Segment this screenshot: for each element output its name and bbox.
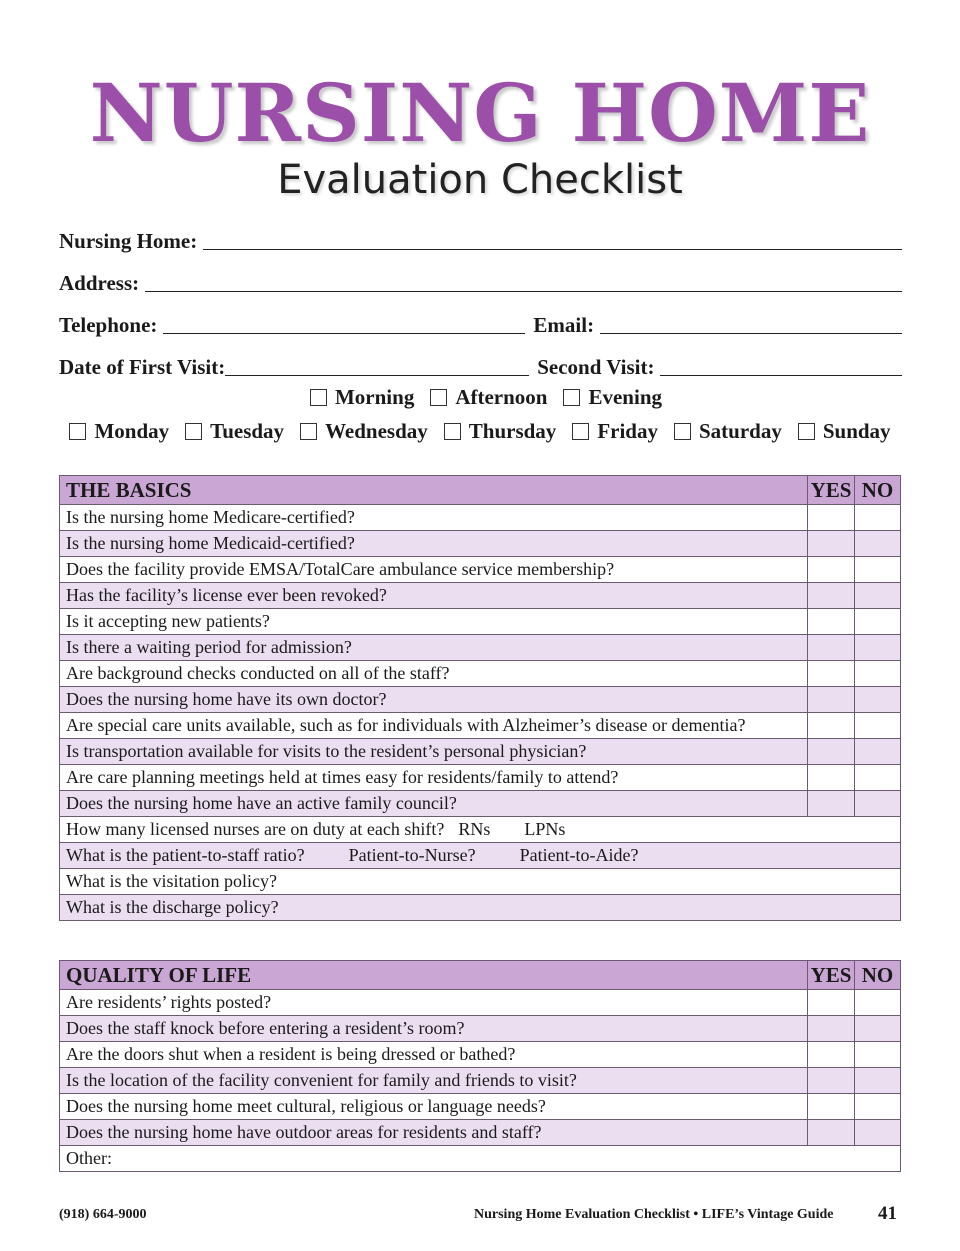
yes-answer-cell[interactable] (808, 661, 855, 687)
open-question-cell[interactable] (60, 817, 901, 843)
table-row (60, 661, 901, 687)
question-text: How many licensed nurses are on duty at each shift? (66, 819, 445, 839)
yes-answer-cell[interactable] (808, 505, 855, 531)
table-row (60, 609, 901, 635)
no-answer-cell[interactable] (855, 609, 901, 635)
visit-dates-row (59, 350, 902, 380)
no-answer-cell[interactable] (855, 1120, 901, 1146)
checkbox-icon (444, 423, 461, 440)
question-text: Does the nursing home meet cultural, religious or language needs? (60, 1094, 808, 1120)
no-answer-cell[interactable] (855, 1042, 901, 1068)
checkbox-icon (572, 423, 589, 440)
time-of-day-checks (0, 385, 960, 410)
yes-answer-cell[interactable] (808, 1068, 855, 1094)
yes-answer-cell[interactable] (808, 990, 855, 1016)
no-answer-cell[interactable] (855, 1016, 901, 1042)
question-text: Does the nursing home have its own doctor? (60, 687, 808, 713)
no-answer-cell[interactable] (855, 990, 901, 1016)
second-visit-input[interactable] (660, 353, 902, 376)
table-row (60, 531, 901, 557)
footer-phone: (918) 664-9000 (59, 1207, 147, 1222)
question-text: Is the nursing home Medicaid-certified? (60, 531, 808, 557)
page-number: 41 (878, 1203, 897, 1224)
no-answer-cell[interactable] (855, 531, 901, 557)
checkbox-icon (674, 423, 691, 440)
quality-heading: QUALITY OF LIFE (60, 961, 808, 990)
question-text: Are the doors shut when a resident is being dressed or bathed? (60, 1042, 808, 1068)
question-text: Are residents’ rights posted? (60, 990, 808, 1016)
email-input[interactable] (600, 311, 902, 334)
table-row (60, 1120, 901, 1146)
page-subtitle: Evaluation Checklist (277, 157, 683, 203)
first-visit-label: Date of First Visit: (59, 355, 226, 379)
question-text: Is the location of the facility convenient for family and friends to visit? (60, 1068, 808, 1094)
no-answer-cell[interactable] (855, 557, 901, 583)
yes-answer-cell[interactable] (808, 635, 855, 661)
question-text: Are special care units available, such as for individuals with Alzheimer’s disease or dementia? (60, 713, 808, 739)
no-answer-cell[interactable] (855, 583, 901, 609)
lpns-label: LPNs (524, 819, 566, 839)
second-visit-label: Second Visit: (537, 355, 655, 379)
table-row (60, 1068, 901, 1094)
checkbox-icon (563, 389, 580, 406)
friday-checkbox[interactable]: Friday (572, 419, 658, 444)
morning-checkbox[interactable]: Morning (310, 385, 414, 410)
question-text: Does the nursing home have an active family council? (60, 791, 808, 817)
yes-answer-cell[interactable] (808, 1120, 855, 1146)
question-text: Is there a waiting period for admission? (60, 635, 808, 661)
no-column-header: NO (855, 476, 901, 505)
open-question-cell[interactable] (60, 869, 901, 895)
yes-answer-cell[interactable] (808, 791, 855, 817)
yes-answer-cell[interactable] (808, 687, 855, 713)
basics-header-row (60, 476, 901, 505)
question-text: Does the facility provide EMSA/TotalCare ambulance service membership? (60, 557, 808, 583)
yes-answer-cell[interactable] (808, 1094, 855, 1120)
day-of-week-checks (0, 419, 960, 444)
yes-column-header: YES (808, 961, 855, 990)
no-answer-cell[interactable] (855, 687, 901, 713)
email-label: Email: (533, 313, 595, 337)
table-row (60, 739, 901, 765)
monday-checkbox[interactable]: Monday (69, 419, 169, 444)
no-column-header: NO (855, 961, 901, 990)
nursing-home-field (59, 224, 902, 254)
table-row (60, 895, 901, 921)
question-text: Are background checks conducted on all of the staff? (60, 661, 808, 687)
wednesday-checkbox[interactable]: Wednesday (300, 419, 428, 444)
table-row (60, 635, 901, 661)
checkbox-icon (185, 423, 202, 440)
afternoon-checkbox[interactable]: Afternoon (430, 385, 547, 410)
open-question-cell[interactable] (60, 895, 901, 921)
checkbox-icon (69, 423, 86, 440)
no-answer-cell[interactable] (855, 765, 901, 791)
question-text: Is the nursing home Medicare-certified? (60, 505, 808, 531)
no-answer-cell[interactable] (855, 1068, 901, 1094)
question-text: What is the visitation policy? (66, 871, 277, 891)
telephone-input[interactable] (163, 311, 525, 334)
address-field (59, 266, 902, 296)
table-row (60, 583, 901, 609)
table-row (60, 765, 901, 791)
open-question-cell[interactable] (60, 1146, 901, 1172)
quality-of-life-table (59, 960, 901, 1172)
question-text: What is the discharge policy? (66, 897, 279, 917)
nursing-home-label: Nursing Home: (59, 229, 198, 253)
yes-answer-cell[interactable] (808, 713, 855, 739)
table-row (60, 990, 901, 1016)
rns-label: RNs (458, 819, 491, 839)
saturday-checkbox[interactable]: Saturday (674, 419, 782, 444)
basics-table (59, 475, 901, 921)
checkbox-icon (300, 423, 317, 440)
question-text: Is transportation available for visits to the resident’s personal physician? (60, 739, 808, 765)
question-text: Has the facility’s license ever been revoked? (60, 583, 808, 609)
yes-answer-cell[interactable] (808, 557, 855, 583)
checkbox-icon (798, 423, 815, 440)
table-row (60, 1042, 901, 1068)
table-row (60, 791, 901, 817)
sunday-checkbox[interactable]: Sunday (798, 419, 891, 444)
table-row (60, 1016, 901, 1042)
quality-header-row (60, 961, 901, 990)
other-label: Other: (66, 1148, 112, 1168)
yes-answer-cell[interactable] (808, 765, 855, 791)
yes-answer-cell[interactable] (808, 739, 855, 765)
question-text: Does the staff knock before entering a resident’s room? (60, 1016, 808, 1042)
yes-column-header: YES (808, 476, 855, 505)
table-row (60, 843, 901, 869)
no-answer-cell[interactable] (855, 505, 901, 531)
telephone-label: Telephone: (59, 313, 158, 337)
checkbox-icon (310, 389, 327, 406)
yes-answer-cell[interactable] (808, 1042, 855, 1068)
no-answer-cell[interactable] (855, 713, 901, 739)
no-answer-cell[interactable] (855, 635, 901, 661)
no-answer-cell[interactable] (855, 661, 901, 687)
table-row (60, 869, 901, 895)
question-text: Are care planning meetings held at times easy for residents/family to attend? (60, 765, 808, 791)
no-answer-cell[interactable] (855, 1094, 901, 1120)
table-row (60, 817, 901, 843)
no-answer-cell[interactable] (855, 791, 901, 817)
address-label: Address: (59, 271, 140, 295)
no-answer-cell[interactable] (855, 739, 901, 765)
first-visit-input[interactable] (225, 353, 529, 376)
table-row (60, 505, 901, 531)
table-row (60, 1146, 901, 1172)
table-row (60, 687, 901, 713)
checkbox-icon (430, 389, 447, 406)
open-question-cell[interactable] (60, 843, 901, 869)
footer-guide-title: Nursing Home Evaluation Checklist • LIFE’s Vintage Guide (474, 1207, 834, 1222)
yes-answer-cell[interactable] (808, 583, 855, 609)
yes-answer-cell[interactable] (808, 531, 855, 557)
patient-to-nurse-label: Patient-to-Nurse? (348, 845, 476, 865)
address-input[interactable] (145, 269, 902, 292)
yes-answer-cell[interactable] (808, 1016, 855, 1042)
evening-checkbox[interactable]: Evening (563, 385, 662, 410)
table-row (60, 1094, 901, 1120)
question-text: Does the nursing home have outdoor areas for residents and staff? (60, 1120, 808, 1146)
page-title: NURSING HOME (89, 66, 871, 160)
question-text: What is the patient-to-staff ratio? (66, 845, 305, 865)
table-row (60, 557, 901, 583)
patient-to-aide-label: Patient-to-Aide? (519, 845, 639, 865)
nursing-home-input[interactable] (203, 227, 902, 250)
basics-heading: THE BASICS (60, 476, 808, 505)
tuesday-checkbox[interactable]: Tuesday (185, 419, 284, 444)
thursday-checkbox[interactable]: Thursday (444, 419, 557, 444)
question-text: Is it accepting new patients? (60, 609, 808, 635)
yes-answer-cell[interactable] (808, 609, 855, 635)
telephone-email-row (59, 308, 902, 338)
table-row (60, 713, 901, 739)
